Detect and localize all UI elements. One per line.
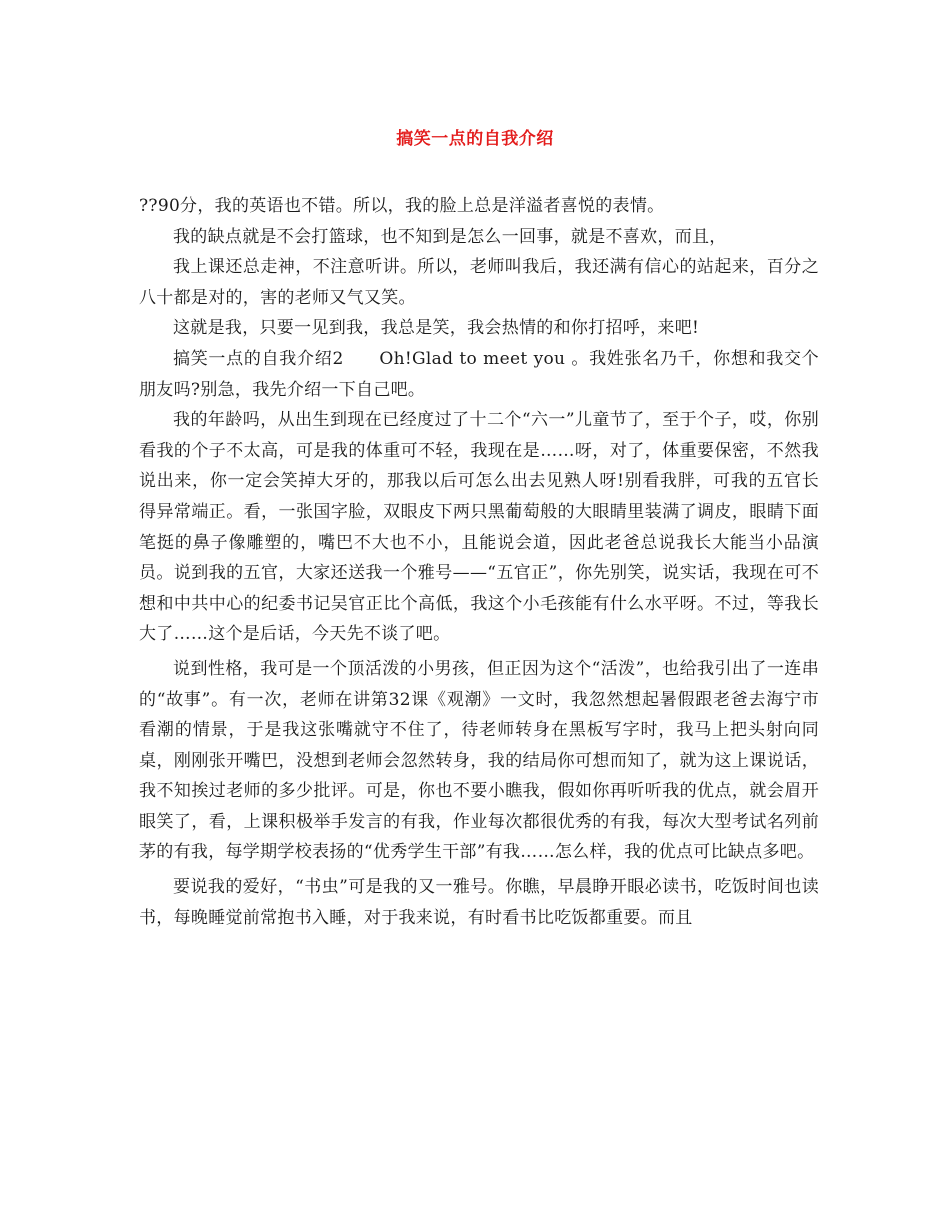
paragraph-1: ??90分，我的英语也不错。所以，我的脸上总是洋溢者喜悦的表情。 [139,196,665,216]
paragraph-8: 要说我的爱好，“书虫”可是我的又一雅号。你瞧，早晨睁开眼必读书，吃饭时间也读书，每晚睡觉前常抱书入睡，对于我来说，有时看书比吃饭都重要。而且 [139,877,819,928]
paragraph-7: 说到性格，我可是一个顶活泼的小男孩，但正因为这个“活泼”，也给我引出了一连串的“故事”。有一次，老师在讲第32课《观潮》一文时，我忽然想起暑假跟老爸去海宁市看潮的情景，于是我这张嘴就守不住了，待老师转身在黑板写字时，我马上把头射向同桌，刚刚张开嘴巴，没想到老师会忽然转身，我的结局你可想而知了，就为这上课说话，我不知挨过老师的多少批评。可是，你也不要小瞧我，假如你再听听我的优点，就会眉开眼笑了，看，上课积极举手发言的有我，作业每次都很优秀的有我，每次大型考试名列前茅的有我，每学期学校表扬的“优秀学生干部”有我……怎么样，我的优点可比缺点多吧。 [139,658,819,863]
paragraph-2: 我的缺点就是不会打篮球，也不知到是怎么一回事，就是不喜欢，而且， [173,226,727,247]
paragraph-5: 搞笑一点的自我介绍2 Oh!Glad to meet you 。我姓张名乃千，你想和我交个朋友吗?别急，我先介绍一下自己吧。 [139,348,819,400]
paragraph-4: 这就是我，只要一见到我，我总是笑，我会热情的和你打招呼，来吧! [173,318,700,339]
document-title: 搞笑一点的自我介绍 [396,129,554,149]
paragraph-6: 我的年龄吗，从出生到现在已经度过了十二个“六一”儿童节了，至于个子，哎，你别看我的个子不太高，可是我的体重可不轻，我现在是……呀，对了，体重要保密，不然我说出来，你一定会笑掉大牙的，那我以后可怎么出去见熟人呀!别看我胖，可我的五官长得异常端正。看，一张国字脸，双眼皮下两只黑葡萄般的大眼睛里装满了调皮，眼睛下面笔挺的鼻子像雕塑的，嘴巴不大也不小，且能说会道，因此老爸总说我长大能当小品演员。说到我的五官，大家还送我一个雅号——“五官正”，你先别笑，说实话，我现在可不想和中共中心的纪委书记吴官正比个高低，我这个小毛孩能有什么水平呀。不过，等我长大了……这个是后话，今天先不谈了吧。 [139,410,819,645]
paragraph-3: 我上课还总走神，不注意听讲。所以，老师叫我后，我还满有信心的站起来，百分之八十都是对的，害的老师又气又笑。 [139,257,819,308]
document-body [139,191,819,933]
